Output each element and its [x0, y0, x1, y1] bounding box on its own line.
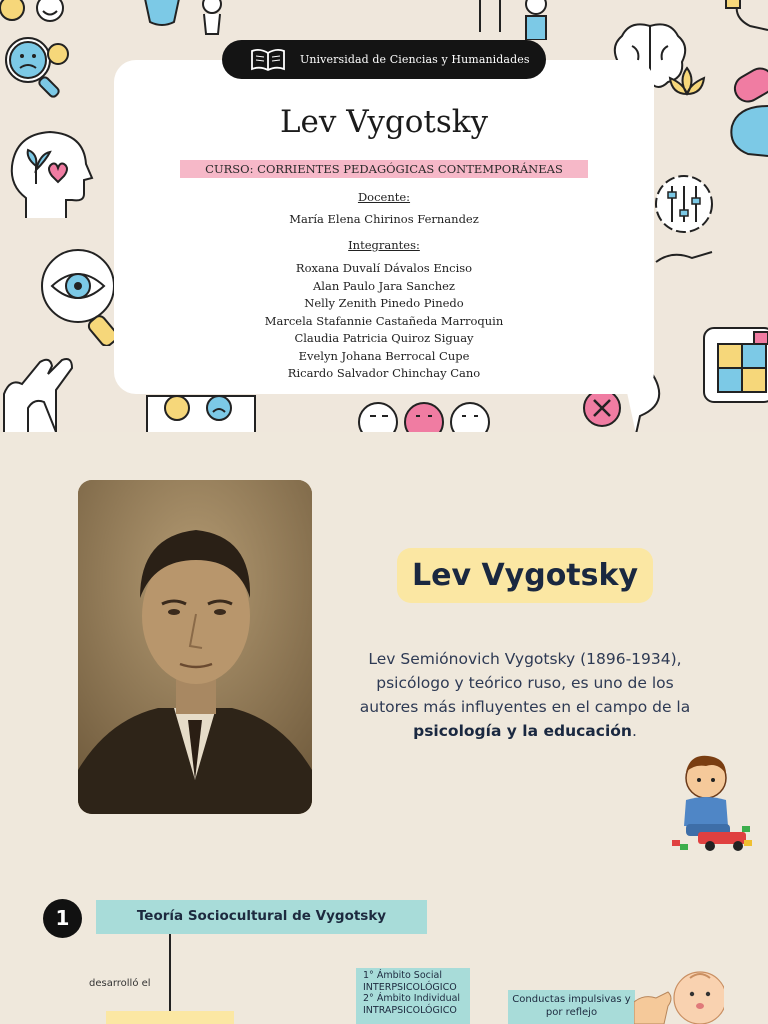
- member-name: Claudia Patricia Quiroz Siguay: [294, 331, 474, 345]
- member-name: Alan Paulo Jara Sanchez: [313, 278, 455, 293]
- developed-label: desarrolló el: [89, 978, 151, 989]
- cover-slide: [0, 0, 768, 432]
- university-name: Universidad de Ciencias y Humanidades: [300, 53, 530, 66]
- open-book-icon: [250, 48, 286, 72]
- person-walking-icon: [474, 0, 554, 40]
- ambit-line: 2° Ámbito Individual: [363, 993, 461, 1004]
- member-name: Marcela Stafannie Castañeda Marroquin: [264, 313, 504, 328]
- course-label: CURSO: CORRIENTES PEDAGÓGICAS CONTEMPORÁNEAS: [180, 160, 588, 178]
- name-heading: Lev Vygotsky: [397, 548, 653, 603]
- ambits-box: [356, 968, 470, 1024]
- magnifier-sad-face-icon: [0, 32, 70, 104]
- members-label: Integrantes:: [348, 238, 420, 252]
- portrait-illustration: [78, 480, 312, 814]
- conduct-box: [508, 990, 635, 1024]
- puzzle-head-icon: [720, 0, 768, 48]
- members-list: [114, 260, 654, 383]
- conduct-line: Conductas impulsivas y: [512, 994, 631, 1005]
- cover-title: Lev Vygotsky: [279, 104, 489, 140]
- member-name: Evelyn Johana Berrocal Cupe: [298, 348, 470, 363]
- ambit-line: INTRAPSICOLÓGICO: [363, 1004, 457, 1016]
- section-number: 1: [43, 899, 82, 938]
- emotion-faces-panel-icon: [145, 394, 257, 432]
- portrait-photo: [78, 480, 312, 814]
- settings-gear-hand-icon: [652, 166, 716, 278]
- lotus-icon: [662, 64, 712, 104]
- biography-slide: [0, 432, 768, 1024]
- ambit-line: INTERPSICOLÓGICO: [363, 981, 457, 993]
- hand-pill-icon: [728, 66, 768, 160]
- child-playing-blocks-icon: [668, 754, 752, 854]
- conduct-line: por reflejo: [545, 1007, 598, 1018]
- person-hugging-icon: [130, 0, 240, 54]
- head-heart-plant-icon: [6, 128, 96, 224]
- caring-hands-icon: [0, 354, 80, 432]
- biography-text-highlight: psicología y la educación: [413, 722, 632, 740]
- member-name: Nelly Zenith Pinedo Pinedo: [304, 296, 464, 310]
- biography-text-start: Lev Semiónovich Vygotsky (1896-1934), psicólogo y teórico ruso, es uno de los autores más influyentes en el campo de la: [359, 650, 691, 716]
- smiley-faces-icon: [0, 0, 72, 34]
- three-faces-icon: [356, 400, 494, 432]
- baby-icon: [634, 968, 724, 1024]
- biography-text: [350, 647, 700, 743]
- member-name: Ricardo Salvador Chinchay Cano: [287, 366, 481, 380]
- concept-box: [106, 1011, 234, 1024]
- member-name: Roxana Duvalí Dávalos Enciso: [295, 261, 473, 275]
- ambit-line: 1° Ámbito Social: [363, 970, 442, 981]
- university-banner: [222, 40, 546, 79]
- teacher-name: María Elena Chirinos Fernandez: [289, 212, 479, 226]
- eye-magnifier-icon: [38, 246, 122, 346]
- teacher-label: Docente:: [357, 190, 411, 204]
- theory-title: Teoría Sociocultural de Vygotsky: [96, 900, 427, 934]
- biography-text-end: .: [631, 722, 637, 740]
- puzzle-pieces-icon: [702, 326, 768, 404]
